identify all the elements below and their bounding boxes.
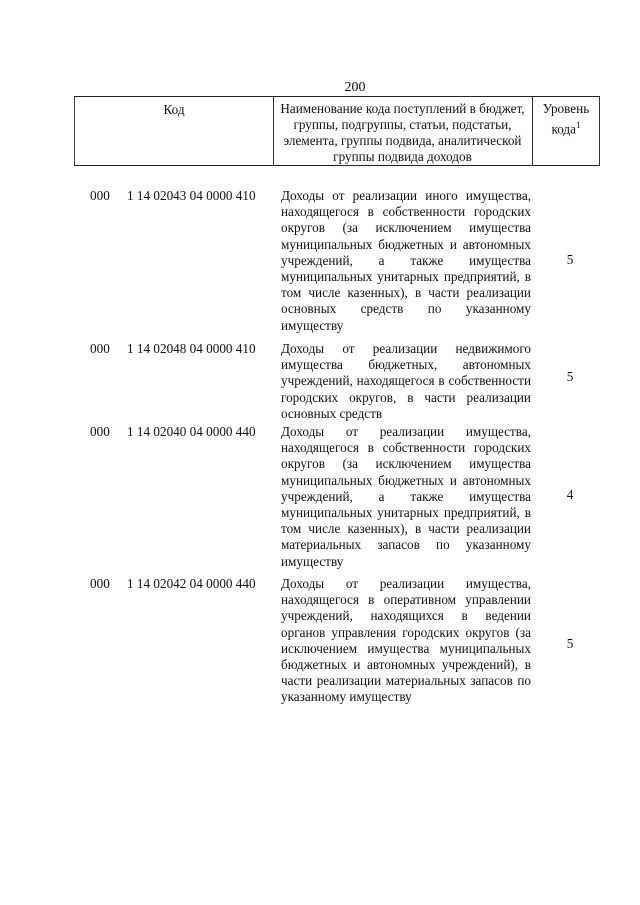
header-level-label: Уровень кода [542, 101, 590, 137]
header-level [532, 97, 600, 165]
revenue-description: Доходы от реализации иного имущества, находящегося в собственности городских округов (за исключением имущества муниципальных бюджетных и автономных учреждений, а также имущества муниципальных унитарных предприятий, в том числе казенных), в части реализации основных средств по указанному имуществу [281, 188, 531, 333]
revenue-description: Доходы от реализации имущества, находящегося в оперативном управлении учреждений, находящихся в ведении органов управления городских округов (за исключением имущества муниципальных бюджетных и автономных учреждений), в части реализации материальных запасов по указанному имуществу [281, 576, 531, 705]
revenue-code: 1 14 02043 04 0000 410 [127, 188, 256, 203]
header-level-footnote: 1 [576, 120, 581, 130]
revenue-level: 5 [566, 636, 574, 651]
revenue-code: 1 14 02048 04 0000 410 [127, 341, 256, 356]
header-name: Наименование кода поступлений в бюджет, группы, подгруппы, статьи, подстатьи, элемента, группы подвида, аналитической группы подвида доходов [273, 97, 533, 165]
revenue-description: Доходы от реализации имущества, находящегося в собственности городских округов (за исключением имущества муниципальных бюджетных и автономных учреждений, а также имущества муниципальных унитарных предприятий, в том числе казенных), в части реализации материальных запасов по указанному имуществу [281, 424, 531, 569]
revenue-description: Доходы от реализации недвижимого имущества бюджетных, автономных учреждений, находящегося в собственности городских округов, в части реализации основных средств [281, 341, 531, 421]
admin-code: 000 [90, 576, 110, 591]
table-header [74, 96, 600, 166]
revenue-level: 4 [566, 487, 574, 502]
page-number: 200 [344, 80, 366, 95]
admin-code: 000 [90, 424, 110, 439]
revenue-level: 5 [566, 369, 574, 384]
revenue-level: 5 [566, 252, 574, 267]
header-code: Код [75, 97, 274, 165]
admin-code: 000 [90, 341, 110, 356]
revenue-code: 1 14 02042 04 0000 440 [127, 576, 256, 591]
revenue-code: 1 14 02040 04 0000 440 [127, 424, 256, 439]
admin-code: 000 [90, 188, 110, 203]
